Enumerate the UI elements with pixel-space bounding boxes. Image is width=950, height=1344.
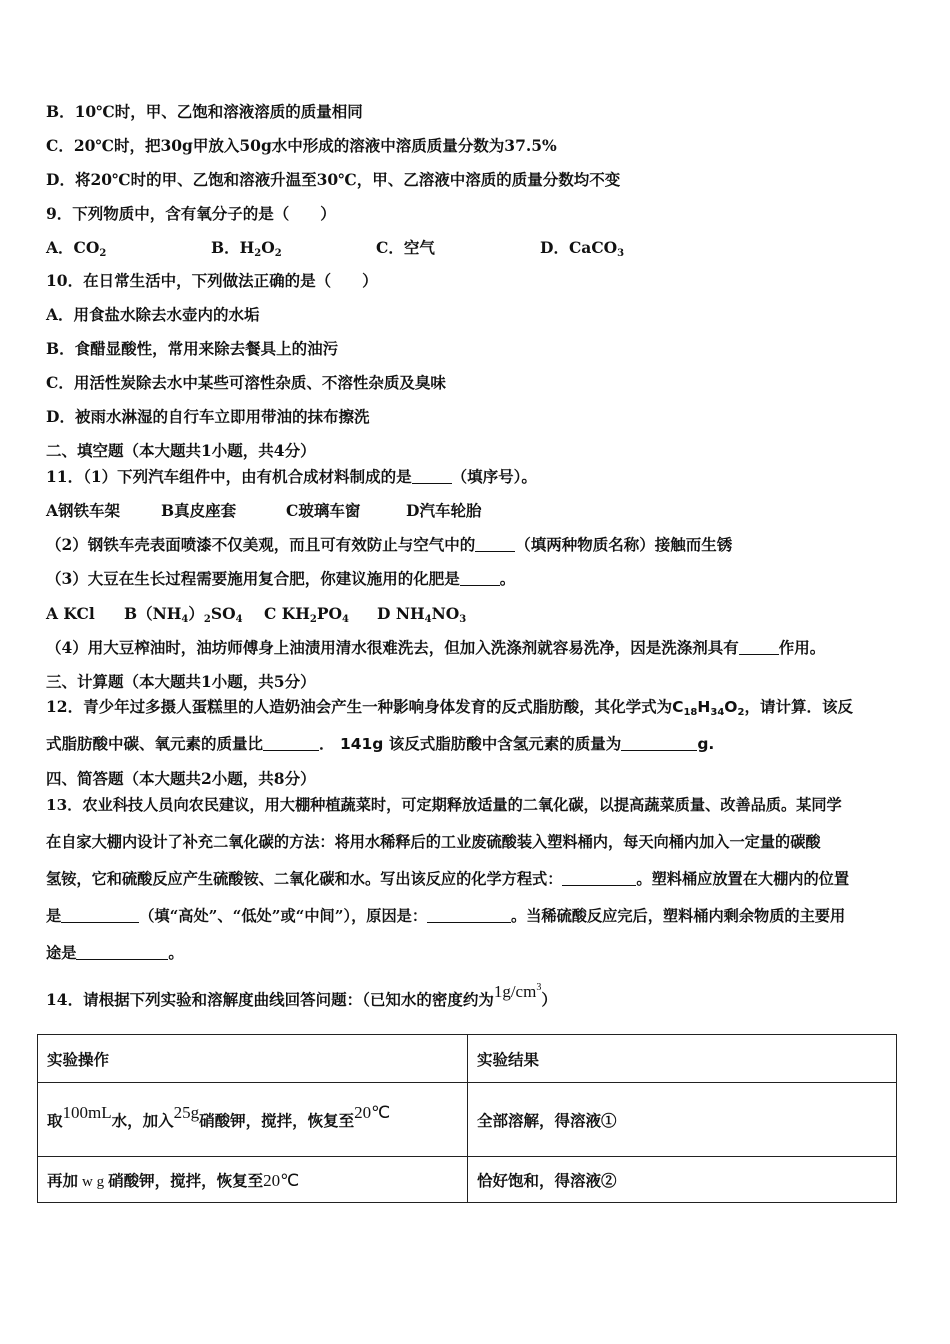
q13-line-2: 在自家大棚内设计了补充二氧化碳的方法：将用水稀释后的工业废硫酸装入塑料桶内，每天向桶内加入一定量的碳酸 [46, 833, 821, 851]
q13-blank-use[interactable] [76, 945, 168, 960]
q13-line-3: 氢铵，它和硫酸反应产生硫酸铵、二氧化碳和水。写出该反应的化学方程式： 。塑料桶应放置在大棚内的位置 [46, 870, 849, 888]
q9-option-c: C．空气 [376, 238, 435, 257]
q11-option-b: B真皮座套 [161, 501, 237, 520]
q12-line-2: 式脂肪酸中碳、氧元素的质量比 ． 141g 该反式脂肪酸中含氢元素的质量为 g. [46, 734, 715, 753]
q12-blank-2[interactable] [621, 736, 697, 751]
q9-option-b: B．$H_2O_2$ [211, 238, 282, 259]
q11-blank-1[interactable] [412, 469, 452, 484]
q11-fertilizer-d: D $NH_4NO_3$ [377, 604, 467, 625]
q11-option-a: A钢铁车架 [46, 501, 121, 520]
table-header-row [38, 1035, 897, 1083]
q14-density: $1g/cm^3$ [493, 982, 542, 1001]
q11-part3: （3）大豆在生长过程需要施用复合肥，你建议施用的化肥是 。 [46, 569, 516, 588]
q13-line-1: 13．农业科技人员向农民建议，用大棚种植蔬菜时，可定期释放适量的二氧化碳，以提高蔬菜质量、改善品质。某同学 [46, 796, 842, 814]
q8-option-b: B．10℃时，甲、乙饱和溶液溶质的质量相同 [46, 102, 363, 121]
row1-operation: 取100mL水，加入25g硝酸钾，搅拌，恢复至20℃ [38, 1083, 468, 1157]
q13-line-4: 是 （填“高处”、“低处”或“中间”），原因是： 。当稀硫酸反应完后，塑料桶内剩余物质的主要用 [46, 907, 846, 925]
q11-part2: （2）钢铁车壳表面喷漆不仅美观，而且可有效防止与空气中的 （填两种物质名称）接触而生锈 [46, 535, 733, 554]
q14-experiment-table [37, 1034, 897, 1203]
section-2-heading: 二、填空题（本大题共1小题，共4分） [46, 441, 316, 460]
q8-option-d: D．将20℃时的甲、乙饱和溶液升温至30℃，甲、乙溶液中溶质的质量分数均不变 [46, 170, 621, 189]
row1-result: 全部溶解，得溶液① [468, 1083, 897, 1157]
q11-fertilizer-b: $B(NH_4)_2SO_4$ [124, 604, 243, 625]
q9-stem: 9．下列物质中，含有氧分子的是（ ） [46, 204, 336, 223]
table-row [38, 1083, 897, 1157]
q10-option-d: D．被雨水淋湿的自行车立即用带油的抹布擦洗 [46, 407, 370, 426]
q11-option-c: C玻璃车窗 [286, 501, 361, 520]
q11-fertilizer-c: C $KH_2PO_4$ [264, 604, 349, 625]
q11-part4: （4）用大豆榨油时，油坊师傅身上油渍用清水很难洗去，但加入洗涤剂就容易洗净，因是洗涤剂具有 作用。 [46, 638, 826, 657]
q14-stem: 14．请根据下列实验和溶解度曲线回答问题：（已知水的密度约为$1g/cm^3$） [46, 982, 557, 1009]
q11-fertilizer-a: A KCl [46, 604, 95, 623]
table-header-operation: 实验操作 [38, 1035, 468, 1083]
q8-option-c: C．20℃时，把30g甲放入50g水中形成的溶液中溶质质量分数为37.5% [46, 136, 557, 155]
q10-option-b: B．食醋显酸性，常用来除去餐具上的油污 [46, 339, 339, 358]
q9-option-d: D．CaCO$_3$ [540, 238, 625, 259]
section-4-heading: 四、简答题（本大题共2小题，共8分） [46, 769, 316, 788]
q11-option-d: D汽车轮胎 [406, 501, 482, 520]
q9-option-a: A．$CO_2$ [46, 238, 107, 259]
q12-formula: $C_{18}H_{34}O_2$ [672, 698, 745, 718]
q12-blank-1[interactable] [263, 736, 319, 751]
q10-option-a: A．用食盐水除去水壶内的水垢 [46, 305, 260, 324]
q12-line-1: 12．青少年过多摄人蛋糕里的人造奶油会产生一种影响身体发育的反式脂肪酸，其化学式为$C_{18}H_{34}O_2$，请计算．该反 [46, 697, 853, 718]
q13-line-5: 途是 。 [46, 944, 184, 962]
row2-result: 恰好饱和，得溶液② [468, 1157, 897, 1203]
row2-operation: 再加 w g 硝酸钾，搅拌，恢复至20℃ [38, 1157, 468, 1203]
q11-blank-3[interactable] [460, 571, 500, 586]
q13-blank-equation[interactable] [562, 871, 636, 886]
q13-blank-position[interactable] [61, 908, 139, 923]
table-row [38, 1157, 897, 1203]
q13-blank-reason[interactable] [427, 908, 511, 923]
section-3-heading: 三、计算题（本大题共1小题，共5分） [46, 672, 316, 691]
q11-part1: 11．（1）下列汽车组件中，由有机合成材料制成的是 （填序号）。 [46, 467, 537, 486]
table-header-result: 实验结果 [468, 1035, 897, 1083]
q10-stem: 10．在日常生活中，下列做法正确的是（ ） [46, 271, 378, 290]
q10-option-c: C．用活性炭除去水中某些可溶性杂质、不溶性杂质及臭味 [46, 373, 446, 392]
q11-blank-4[interactable] [739, 640, 779, 655]
q11-blank-2[interactable] [475, 537, 515, 552]
